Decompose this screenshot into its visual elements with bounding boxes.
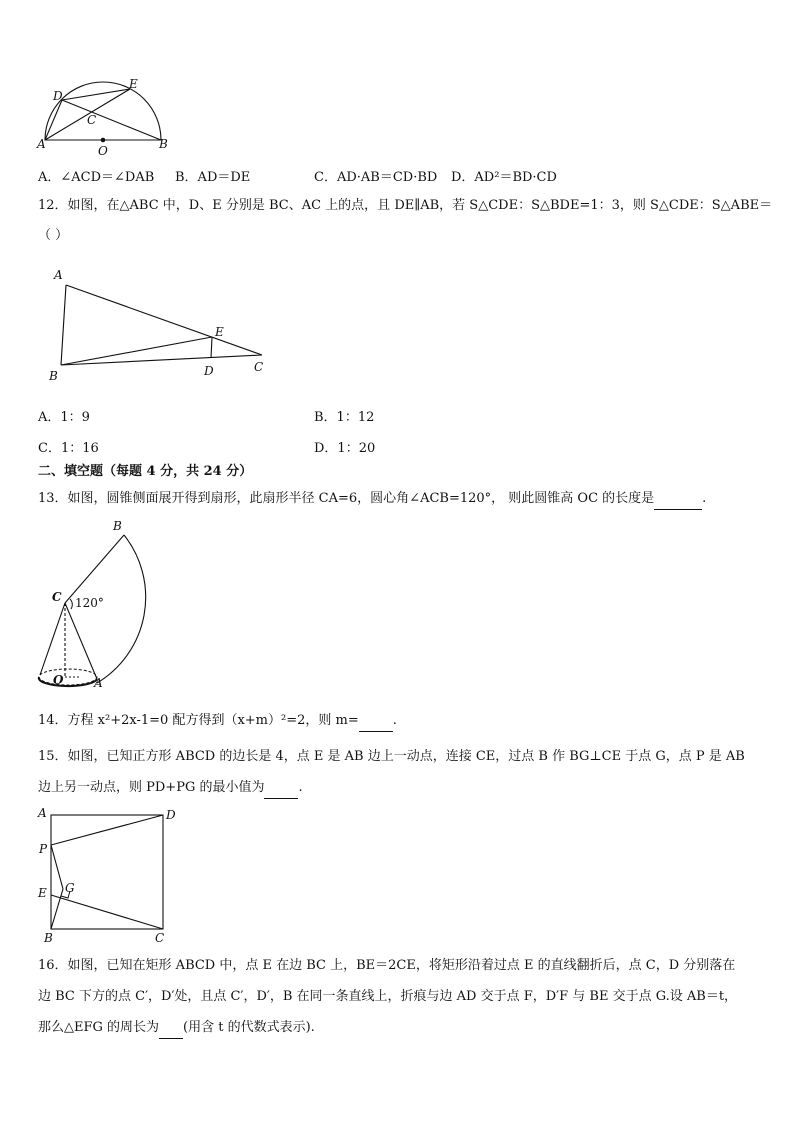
q11-label-o: O (98, 144, 108, 156)
q16-line3-end: (用含 t 的代数式表示). (183, 1020, 315, 1035)
q11-option-d: D．AD²＝BD·CD (451, 170, 557, 185)
q11-figure (35, 78, 170, 156)
q14-stem-text: 14．方程 x²+2x-1=0 配方得到（x+m）²=2，则 m= (38, 713, 359, 728)
q12-stem-line2: （ ） (38, 228, 69, 243)
q15-label-d: D (166, 808, 176, 822)
q15-stem-line2 (38, 778, 303, 799)
q11-label-d: D (53, 89, 63, 103)
q15-stem-line1: 15．如图，已知正方形 ABCD 的边长是 4，点 E 是 AB 边上一动点，连接 CE，过点 B 作 BG⊥CE 于点 G，点 P 是 AB (38, 749, 745, 764)
q11-label-e: E (129, 78, 138, 91)
q11-label-c: C (87, 113, 97, 127)
q15-stem-end: . (298, 780, 303, 795)
q13-stem-text: 13．如图，圆锥侧面展开得到扇形，此扇形半径 CA=6，圆心角∠ACB=120°， 则此圆锥高 OC 的长度是 (38, 491, 655, 506)
q12-stem-line1: 12．如图，在△ABC 中，D、E 分别是 BC、AC 上的点，且 DE∥AB，若 S△CDE：S△BDE=1：3，则 S△CDE：S△ABE＝ (38, 198, 773, 213)
q14-stem (38, 711, 397, 732)
q16-line3 (38, 1018, 315, 1039)
q13-answer-blank[interactable] (654, 489, 702, 510)
section-title: 二、填空题（每题 4 分，共 24 分） (38, 464, 253, 479)
q13-stem-end: . (702, 491, 707, 506)
q16-line1: 16．如图，已知在矩形 ABCD 中，点 E 在边 BC 上，BE＝2CE，将矩形沿着过点 E 的直线翻折后，点 C，D 分别落在 (38, 958, 736, 973)
q11-label-a: A (37, 137, 46, 151)
q15-answer-blank[interactable] (264, 778, 298, 799)
q12-option-c: C．1：16 (38, 441, 99, 456)
q12-label-c: C (254, 360, 264, 374)
q15-label-a: A (38, 806, 47, 820)
q16-line3-text: 那么△EFG 的周长为 (38, 1020, 160, 1035)
q11-option-a: A．∠ACD＝∠DAB (38, 170, 155, 185)
q13-label-a: A (94, 676, 103, 690)
q15-figure (35, 803, 185, 945)
q12-option-b: B．1：12 (314, 410, 375, 425)
q12-label-a: A (54, 268, 63, 282)
q13-figure (35, 515, 165, 695)
q15-label-e: E (38, 886, 47, 900)
q15-label-b: B (44, 931, 53, 945)
q15-stem-text: 边上另一动点，则 PD+PG 的最小值为 (38, 780, 265, 795)
q12-option-a: A．1：9 (38, 410, 90, 425)
q16-answer-blank[interactable] (159, 1018, 183, 1039)
q11-label-b: B (159, 137, 168, 151)
q11-option-c: C．AD·AB＝CD·BD (314, 170, 438, 185)
q13-label-o: O (53, 673, 64, 687)
q13-label-c: C (52, 590, 62, 604)
q12-label-b: B (49, 369, 58, 383)
q11-option-b: B．AD＝DE (175, 170, 251, 185)
q15-label-p: P (39, 842, 48, 856)
q13-label-b: B (113, 519, 122, 533)
q15-label-g: G (65, 881, 75, 895)
q12-option-d: D．1：20 (314, 441, 376, 456)
q15-label-c: C (155, 931, 165, 945)
q16-line2: 边 BC 下方的点 C′，D′处，且点 C′，D′，B 在同一条直线上，折痕与边 AD 交于点 F，D′F 与 BE 交于点 G.设 AB＝t， (38, 989, 738, 1004)
q14-stem-end: . (392, 713, 397, 728)
q12-label-d: D (204, 364, 214, 378)
q12-label-e: E (215, 325, 224, 339)
q14-answer-blank[interactable] (359, 711, 393, 732)
q13-label-angle: 120° (75, 596, 104, 610)
q13-stem (38, 489, 706, 510)
q12-figure (45, 262, 275, 387)
